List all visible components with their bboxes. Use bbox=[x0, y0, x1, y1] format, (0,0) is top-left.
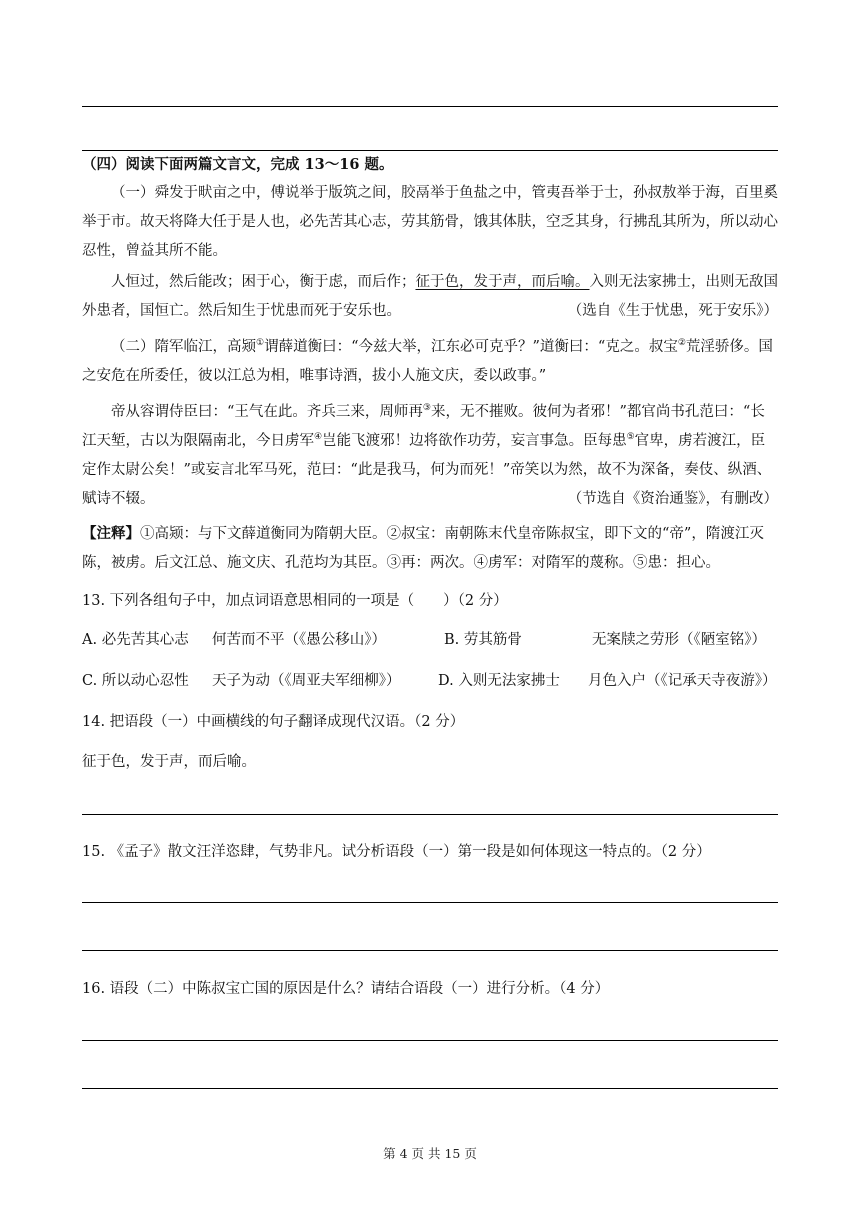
passage2-para2 bbox=[82, 398, 778, 514]
passage2-p2-d: 官卑，虏若渡江，臣定作太尉公矣！”或妄言北军马死，范曰：“此是我马，何为而死！”帝笑以为然，故不为深备，奏伎、纵酒、赋诗不辍。 bbox=[82, 433, 772, 507]
passage1-para2-after: 入则无法家拂士，出则无敌国外患者，国恒亡。然后知生于忧患而死于安乐也。 bbox=[82, 274, 778, 319]
passage2-para1 bbox=[82, 333, 778, 391]
note-mark-1: ① bbox=[256, 338, 265, 349]
q13-option-a-right: 何苦而不平（《愚公移山》） bbox=[212, 632, 386, 648]
q16-answer-line-2[interactable] bbox=[82, 1088, 778, 1089]
q13-option-b-left: B. 劳其筋骨 bbox=[444, 632, 522, 648]
passage1-para2 bbox=[82, 268, 778, 326]
passage2-source: （节选自《资治通鉴》，有删改） bbox=[567, 491, 778, 507]
q14-stem: 14. 把语段（一）中画横线的句子翻译成现代汉语。（2 分） bbox=[82, 714, 465, 730]
q15-answer-line-1[interactable] bbox=[82, 902, 778, 903]
passage1-para2-before: 人恒过，然后能改；困于心，衡于虑，而后作； bbox=[111, 274, 416, 290]
passage1-source: （选自《生于忧患，死于安乐》） bbox=[567, 303, 778, 319]
q13-stem: 13. 下列各组句子中，加点词语意思相同的一项是（ ）（2 分） bbox=[82, 593, 508, 609]
passage2-p2-b: 来，无不摧败。彼何为者邪！”都官尚书孔范曰：“长江天堑，古以为限隔南北，今日虏军 bbox=[82, 404, 765, 449]
q13-option-b-right: 无案牍之劳形（《陋室铭》） bbox=[592, 632, 766, 648]
underlined-sentence: 征于色，发于声，而后喻。 bbox=[415, 274, 590, 290]
q13-option-d-left: D. 入则无法家拂士 bbox=[438, 673, 560, 689]
notes bbox=[82, 519, 778, 578]
q13-option-a-left: A. 必先苦其心志 bbox=[82, 632, 189, 648]
notes-text: ①高颎：与下文薛道衡同为隋朝大臣。②叔宝：南朝陈末代皇帝陈叔宝，即下文的“帝”，隋渡江灭陈，被虏。后文江总、施文庆、孔范均为其臣。③再：两次。④虏军：对隋军的蔑称。⑤患：担心。 bbox=[82, 526, 764, 571]
passage1-para1: （一）舜发于畎亩之中，傅说举于版筑之间，胶鬲举于鱼盐之中，管夷吾举于士，孙叔敖举于海，百里奚举于市。故天将降大任于是人也，必先苦其心志，劳其筋骨，饿其体肤，空乏其身，行拂乱其所为，所以动心忍性，曾益其所不能。 bbox=[82, 185, 778, 259]
q13-options-row1 bbox=[82, 626, 778, 655]
q13-options-row2 bbox=[82, 667, 778, 696]
answer-line-top bbox=[82, 106, 778, 107]
q15-stem: 15. 《孟子》散文汪洋恣肆，气势非凡。试分析语段（一）第一段是如何体现这一特点的。（2 分） bbox=[82, 844, 711, 860]
q15-answer-line-2[interactable] bbox=[82, 950, 778, 951]
notes-head: 【注释】 bbox=[82, 525, 140, 542]
q14-answer-line[interactable] bbox=[82, 814, 778, 815]
passage2-p1-c: 荒淫骄侈。国之安危在所委任，彼以江总为相，唯事诗酒，拔小人施文庆，委以政事。” bbox=[82, 339, 773, 384]
passage2-p2-c: 岂能飞渡邪！边将欲作功劳，妄言事急。臣每患 bbox=[322, 433, 627, 449]
q16-stem: 16. 语段（二）中陈叔宝亡国的原因是什么？请结合语段（一）进行分析。（4 分） bbox=[82, 981, 610, 997]
passage2-p2-a: 帝从容谓侍臣曰：“王气在此。齐兵三来，周师再 bbox=[111, 404, 423, 420]
passage2-p1-b: 谓薛道衡曰：“今兹大举，江东必可克乎？”道衡曰：“克之。叔宝 bbox=[264, 339, 678, 355]
q13-option-c-right: 天子为动（《周亚夫军细柳》） bbox=[212, 673, 401, 689]
q16-answer-line-1[interactable] bbox=[82, 1040, 778, 1041]
passage2-p1-a: （二）隋军临江，高颎 bbox=[111, 339, 256, 355]
note-mark-3: ③ bbox=[422, 403, 431, 414]
section-heading: （四）阅读下面两篇文言文，完成 13～16 题。 bbox=[82, 156, 394, 173]
page-footer: 第 4 页 共 15 页 bbox=[383, 1146, 477, 1161]
note-mark-4: ④ bbox=[314, 432, 323, 443]
q14-sentence: 征于色，发于声，而后喻。 bbox=[82, 754, 256, 770]
q13-option-c-left: C. 所以动心忍性 bbox=[82, 673, 189, 689]
q13-option-d-right: 月色入户（《记承天寺夜游》） bbox=[588, 673, 777, 689]
note-mark-5: ⑤ bbox=[626, 432, 635, 443]
note-mark-2: ② bbox=[677, 338, 686, 349]
